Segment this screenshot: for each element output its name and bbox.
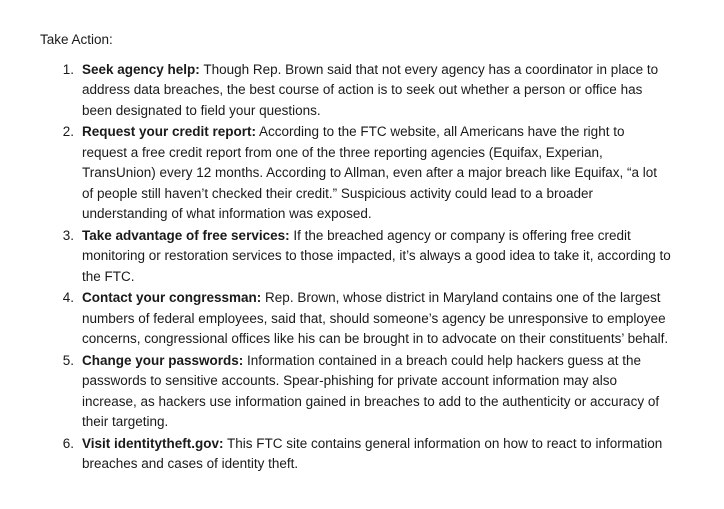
list-item-body: This FTC site contains general information on how to react to information breaches and cases of identity theft. (82, 435, 663, 472)
list-item-body: According to the FTC website, all Americans have the right to request a free credit report from one of the three reporting agencies (Equifax, Experian, TransUnion) every 12 months. According to Allman, even after a major breach like Equifax, “a lot of people still haven’t checked their credit.” Suspicious activity could lead to a broader understanding of what information was exposed. (82, 124, 658, 222)
list-item-lead: Visit identitytheft.gov: (82, 435, 224, 451)
list-item (40, 434, 672, 475)
list-item-lead: Seek agency help: (82, 61, 200, 77)
list-item-body: Information contained in a breach could help hackers guess at the passwords to sensitive accounts. Spear-phishing for private account information may also increase, as hackers use information gained in breaches to add to the authenticity or accuracy of their targeting. (82, 352, 660, 430)
list-item (40, 288, 672, 350)
list-item (40, 226, 672, 288)
list-item-lead: Request your credit report: (82, 124, 257, 140)
action-list (40, 60, 672, 475)
list-item-number: 1. (62, 61, 74, 77)
list-item-number: 3. (62, 227, 74, 243)
list-item-number: 6. (62, 435, 74, 451)
list-item (40, 122, 672, 225)
list-item-number: 5. (62, 352, 74, 368)
list-item-body: Rep. Brown, whose district in Maryland contains one of the largest numbers of federal employees, said that, should someone’s agency be unresponsive to employee concerns, congressional offices like his can be brought in to advocate on their constituents’ behalf. (82, 290, 669, 347)
list-item-lead: Contact your congressman: (82, 290, 262, 306)
list-item-lead: Take advantage of free services: (82, 227, 290, 243)
list-item-body: If the breached agency or company is offering free credit monitoring or restoration services to those impacted, it’s always a good idea to take it, according to the FTC. (82, 227, 671, 284)
list-item (40, 351, 672, 433)
list-item (40, 60, 672, 122)
list-item-body: Though Rep. Brown said that not every agency has a coordinator in place to address data breaches, the best course of action is to seek out whether a person or office has been designated to field your questions. (82, 61, 659, 118)
list-item-number: 2. (62, 124, 74, 140)
list-item-lead: Change your passwords: (82, 352, 244, 368)
intro-paragraph: Take Action: (40, 32, 113, 47)
list-item-number: 4. (62, 290, 74, 306)
